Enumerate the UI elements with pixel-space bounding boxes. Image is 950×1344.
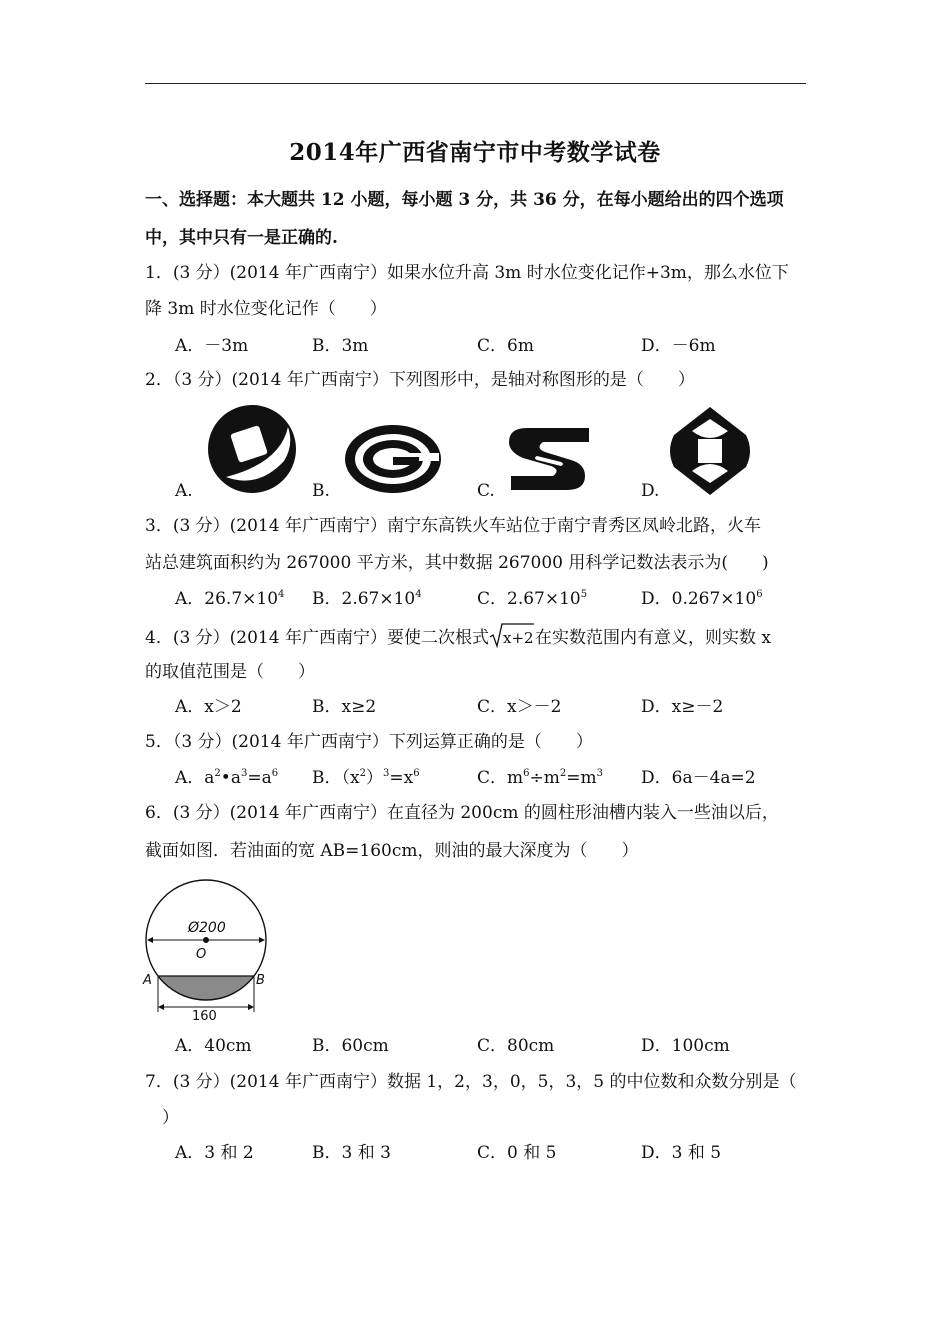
question-3-line-1: 3．(3 分）(2014 年广西南宁）南宁东高铁火车站位于南宁青秀区凤岭北路，火车 bbox=[145, 516, 761, 536]
question-5-options bbox=[175, 766, 795, 790]
option-d: D．3 和 5 bbox=[641, 1143, 722, 1163]
question-1-line-1: 1．(3 分）(2014 年广西南宁）如果水位升高 3m 时水位变化记作+3m，那么水位下 bbox=[145, 263, 789, 283]
option-c: C．$2.67\times 10^5$ bbox=[477, 589, 588, 609]
center-label: O bbox=[196, 947, 207, 962]
logo-c-s-shape-image bbox=[505, 422, 591, 496]
question-4-options bbox=[175, 695, 795, 719]
radicand-text: x+2 bbox=[502, 629, 534, 647]
option-c: C．x＞－2 bbox=[477, 697, 562, 717]
question-4-line-1: 4．(3 分）(2014 年广西南宁）要使二次根式 x+2 在实数范围内有意义，则实数 x bbox=[145, 622, 810, 650]
question-6-line-1: 6．(3 分）(2014 年广西南宁）在直径为 200cm 的圆柱形油槽内装入一些油以后， bbox=[145, 803, 779, 823]
option-d: D．－6m bbox=[641, 336, 716, 356]
question-3-options bbox=[175, 587, 795, 611]
option-d-label: D. bbox=[641, 481, 660, 501]
section-heading-line-1: 一、选择题：本大题共 12 小题，每小题 3 分，共 36 分，在每小题给出的四个选项 bbox=[145, 190, 784, 210]
option-b: B．$(x^2)^3=x^6$ bbox=[312, 768, 420, 788]
logo-b-g-shape-image bbox=[343, 423, 443, 495]
option-a: A．x＞2 bbox=[175, 697, 242, 717]
option-a: A．3 和 2 bbox=[175, 1143, 254, 1163]
logo-d-four-petal-image bbox=[668, 405, 752, 497]
option-c: C．0 和 5 bbox=[477, 1143, 557, 1163]
option-b: B．$2.67\times 10^4$ bbox=[312, 589, 422, 609]
question-4-line-2: 的取值范围是（ ） bbox=[145, 662, 315, 682]
question-3-line-2: 站总建筑面积约为 267000 平方米，其中数据 267000 用科学记数法表示为( ) bbox=[145, 553, 769, 573]
option-d: D．x≥－2 bbox=[641, 697, 724, 717]
option-b: B．x≥2 bbox=[312, 697, 377, 717]
section-heading-line-2: 中，其中只有一是正确的. bbox=[145, 228, 338, 248]
option-b-label: B. bbox=[312, 481, 330, 501]
option-b: B．3m bbox=[312, 336, 369, 356]
square-root bbox=[489, 622, 535, 648]
option-c: C．$m^6\div m^2=m^3$ bbox=[477, 768, 604, 788]
question-1-line-2: 降 3m 时水位变化记作（ ） bbox=[145, 299, 387, 319]
diameter-label: Ø200 bbox=[188, 920, 226, 936]
page-title: 2014年广西省南宁市中考数学试卷 bbox=[289, 139, 661, 166]
question-1-options bbox=[175, 334, 795, 358]
point-a-label: A bbox=[143, 973, 152, 988]
option-d: D．$0.267\times 10^6$ bbox=[641, 589, 763, 609]
option-c-label: C. bbox=[477, 481, 495, 501]
question-5-line-1: 5．（3 分）(2014 年广西南宁）下列运算正确的是（ ） bbox=[145, 732, 593, 752]
option-a: A．40cm bbox=[175, 1036, 252, 1056]
option-a: A．－3m bbox=[175, 336, 249, 356]
logo-a-coin-image bbox=[206, 403, 298, 495]
option-d: D．100cm bbox=[641, 1036, 730, 1056]
option-a: A．$26.7\times 10^4$ bbox=[175, 589, 285, 609]
option-b: B．60cm bbox=[312, 1036, 389, 1056]
center-point bbox=[203, 937, 209, 943]
option-d: D．6a－4a=2 bbox=[641, 768, 756, 788]
width-label: 160 bbox=[192, 1009, 217, 1022]
question-7-line-1: 7．(3 分）(2014 年广西南宁）数据 1，2，3，0，5，3，5 的中位数和众数分别是（ bbox=[145, 1072, 797, 1092]
option-b: B．3 和 3 bbox=[312, 1143, 391, 1163]
option-a-label: A. bbox=[175, 481, 193, 501]
header-rule bbox=[145, 83, 806, 84]
option-c: C．80cm bbox=[477, 1036, 555, 1056]
question-7-options bbox=[175, 1141, 795, 1165]
question-7-line-2: ） bbox=[145, 1108, 179, 1128]
point-b-label: B bbox=[256, 973, 265, 988]
question-2-line-1: 2．（3 分）(2014 年广西南宁）下列图形中，是轴对称图形的是（ ） bbox=[145, 370, 695, 390]
oil-tank-cross-section-figure bbox=[140, 876, 274, 1022]
option-a: A．$a^2•a^3=a^6$ bbox=[175, 768, 279, 788]
option-c: C．6m bbox=[477, 336, 534, 356]
question-6-line-2: 截面如图．若油面的宽 AB=160cm，则油的最大深度为（ ） bbox=[145, 841, 639, 861]
question-6-options bbox=[175, 1034, 795, 1058]
